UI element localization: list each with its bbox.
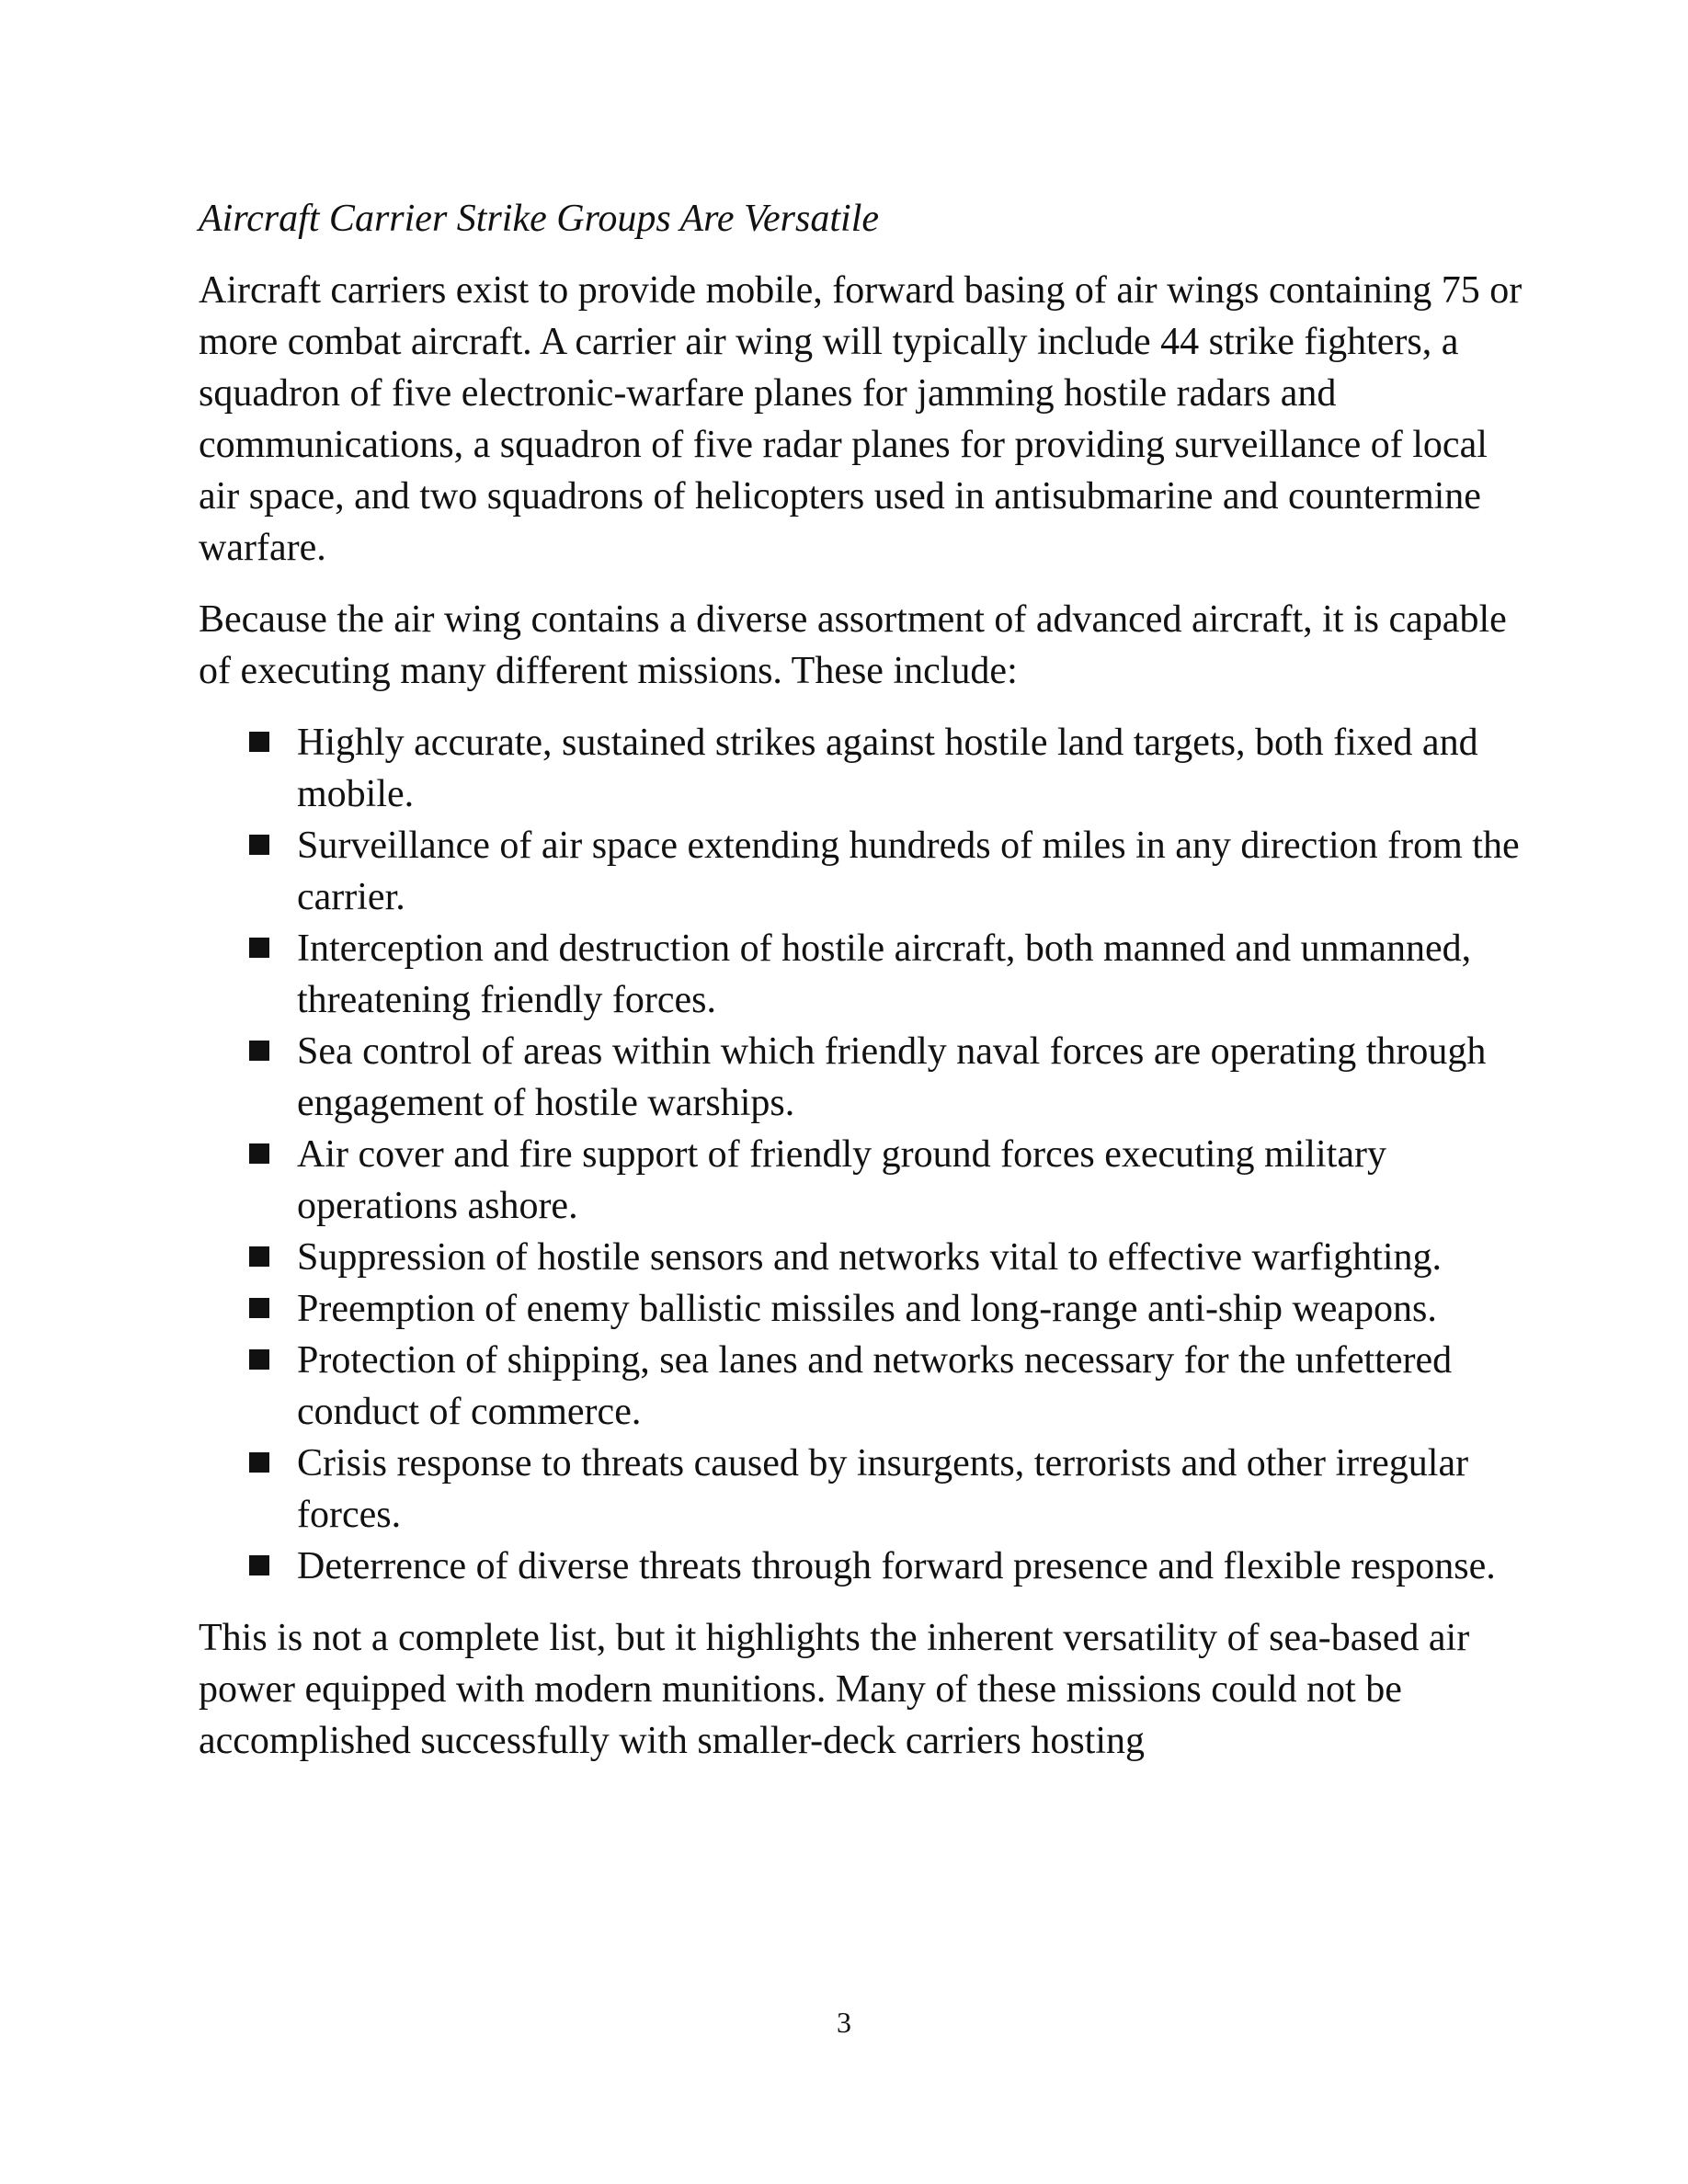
list-item — [297, 717, 1523, 820]
list-item-text: Preemption of enemy ballistic missiles and long-range anti-ship weapons. — [297, 1288, 1437, 1330]
list-item-text: Air cover and fire support of friendly ground forces executing military operations ashore. — [297, 1133, 1386, 1227]
paragraph-intro: Aircraft carriers exist to provide mobile, forward basing of air wings containing 75 or more combat aircraft. A carrier air wing will typically include 44 strike fighters, a squadron of five electronic-warfare planes for jamming hostile radars and communications, a squadron of five radar planes for providing surveillance of local air space, and two squadrons of helicopters used in antisubmarine and countermine warfare. — [199, 269, 1523, 569]
list-item-text: Surveillance of air space extending hundreds of miles in any direction from the carrier. — [297, 825, 1520, 918]
page-number: 3 — [837, 2006, 851, 2039]
list-item-text: Sea control of areas within which friendly naval forces are operating through engagement of hostile warships. — [297, 1030, 1487, 1124]
list-item — [297, 1283, 1523, 1335]
square-bullet-icon — [249, 1041, 269, 1061]
square-bullet-icon — [249, 1349, 269, 1370]
square-bullet-icon — [249, 835, 269, 855]
document-page — [199, 193, 1523, 1787]
list-item-text: Interception and destruction of hostile aircraft, both manned and unmanned, threatening friendly forces. — [297, 927, 1472, 1021]
square-bullet-icon — [249, 1298, 269, 1318]
list-item — [297, 1438, 1523, 1541]
list-item-text: Protection of shipping, sea lanes and networks necessary for the unfettered conduct of commerce. — [297, 1339, 1453, 1433]
list-item-text: Crisis response to threats caused by insurgents, terrorists and other irregular forces. — [297, 1442, 1469, 1536]
list-item-text: Highly accurate, sustained strikes against hostile land targets, both fixed and mobile. — [297, 722, 1478, 815]
list-item-text: Deterrence of diverse threats through forward presence and flexible response. — [297, 1545, 1496, 1587]
square-bullet-icon — [249, 732, 269, 752]
list-item — [297, 1026, 1523, 1129]
section-heading: Aircraft Carrier Strike Groups Are Versatile — [199, 198, 880, 240]
square-bullet-icon — [249, 1246, 269, 1267]
square-bullet-icon — [249, 1452, 269, 1473]
list-item — [297, 1232, 1523, 1283]
list-item — [297, 923, 1523, 1026]
paragraph-closing: This is not a complete list, but it highlights the inherent versatility of sea-based air power equipped with modern munitions. Many of these missions could not be accomplished successfully with smaller-deck carriers hosting — [199, 1617, 1470, 1762]
square-bullet-icon — [249, 938, 269, 958]
missions-list — [199, 717, 1523, 1592]
square-bullet-icon — [249, 1555, 269, 1575]
list-item — [297, 820, 1523, 923]
list-item-text: Suppression of hostile sensors and networks vital to effective warfighting. — [297, 1236, 1442, 1279]
list-item — [297, 1129, 1523, 1232]
list-item — [297, 1335, 1523, 1438]
list-item — [297, 1541, 1523, 1592]
paragraph-missions-lead: Because the air wing contains a diverse assortment of advanced aircraft, it is capable of executing many different missions. These include: — [199, 598, 1507, 692]
square-bullet-icon — [249, 1143, 269, 1164]
